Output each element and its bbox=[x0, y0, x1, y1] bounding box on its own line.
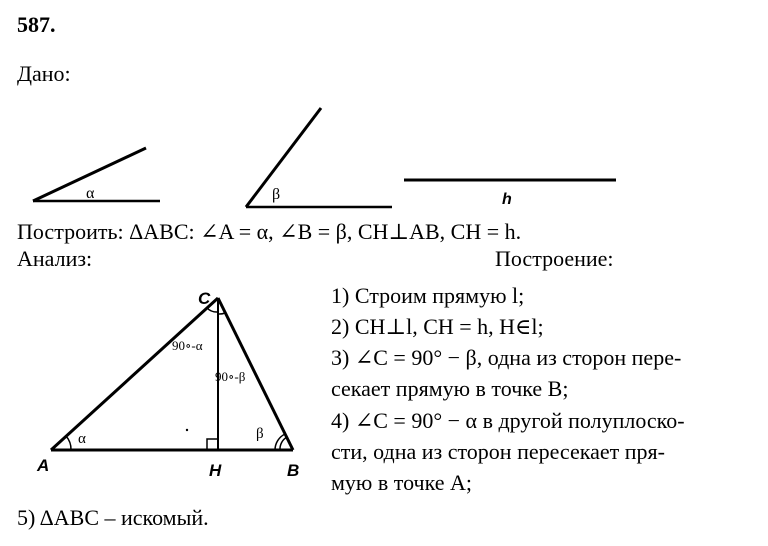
angle-c-arc-right bbox=[218, 313, 225, 314]
beta-label: β bbox=[272, 186, 281, 203]
right-angle-mark bbox=[207, 439, 218, 450]
construction-label: Построение: bbox=[495, 246, 614, 271]
angle-a-label: α bbox=[78, 431, 86, 447]
angle-c-right-label: 90∘-β bbox=[215, 369, 246, 384]
vertex-a-label: A bbox=[37, 456, 50, 475]
step-line-6: сти, одна из сторон пересекает пря- bbox=[331, 439, 665, 464]
step-line-7: мую в точке A; bbox=[331, 470, 472, 495]
step-line-1: 1) Строим прямую l; bbox=[331, 283, 525, 308]
step-line-2: 2) CH⊥l, CH = h, H∈l; bbox=[331, 314, 544, 339]
angle-a-arc bbox=[66, 436, 71, 450]
vertex-h-label: H bbox=[209, 461, 222, 480]
angle-c-left-label: 90∘-α bbox=[172, 338, 203, 353]
problem-number: 587. bbox=[17, 12, 56, 37]
construct-statement: Построить: ΔABC: ∠A = α, ∠B = β, CH⊥AB, CH = h. bbox=[17, 219, 522, 244]
side-ac bbox=[51, 298, 218, 450]
step-line-3: 3) ∠C = 90° − β, одна из сторон пере- bbox=[331, 345, 682, 370]
vertex-b-label: B bbox=[287, 461, 300, 480]
angle-c-arc-left bbox=[207, 308, 218, 312]
step-line-4: секает прямую в точке B; bbox=[331, 376, 569, 401]
final-step: 5) ΔABC – искомый. bbox=[17, 505, 209, 530]
dot-mark bbox=[186, 429, 188, 431]
analysis-label: Анализ: bbox=[17, 246, 93, 271]
vertex-c-label: C bbox=[198, 289, 211, 308]
angle-b-label: β bbox=[256, 426, 264, 442]
h-label: h bbox=[502, 191, 512, 208]
given-label: Дано: bbox=[17, 61, 71, 86]
step-line-5: 4) ∠C = 90° − α в другой полуплоско- bbox=[331, 408, 685, 433]
alpha-label: α bbox=[86, 185, 95, 202]
